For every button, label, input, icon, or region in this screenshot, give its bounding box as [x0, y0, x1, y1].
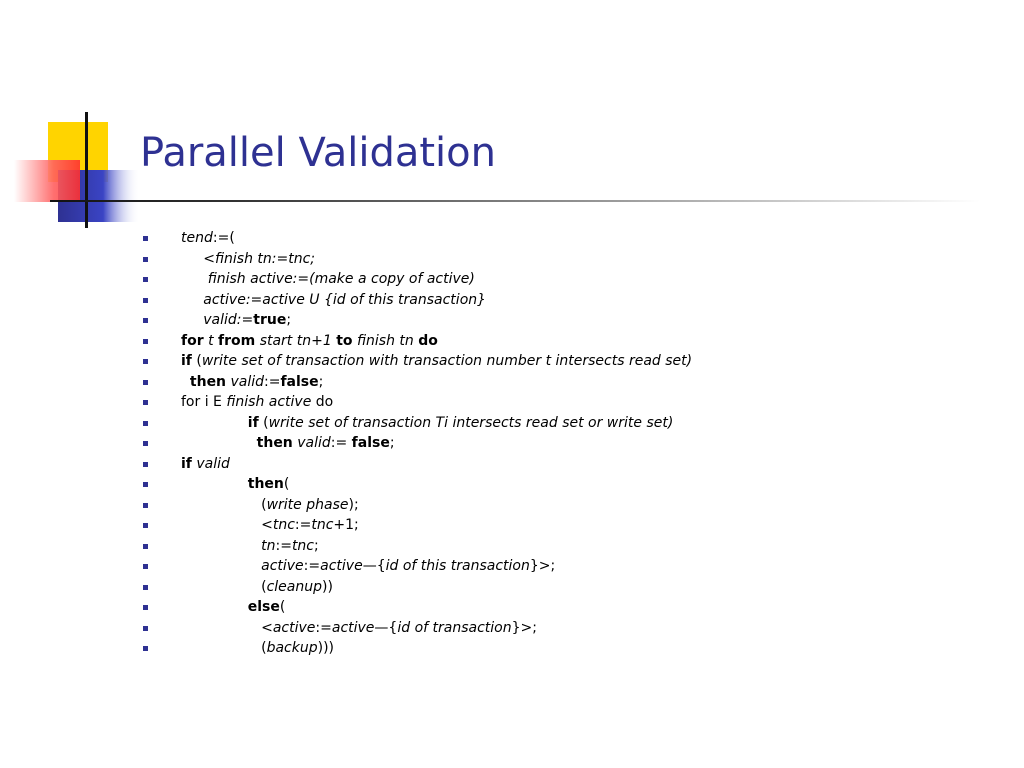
- text-segment: then: [189, 373, 227, 390]
- code-text: [181, 228, 235, 249]
- code-text: [181, 556, 555, 577]
- code-text: [181, 638, 334, 659]
- text-segment: [181, 271, 208, 287]
- bullet-icon: [143, 380, 148, 385]
- code-text: [181, 392, 333, 413]
- list-item: [140, 577, 1000, 598]
- list-item: [140, 249, 1000, 270]
- text-segment: <: [181, 250, 215, 267]
- bullet-icon: [143, 236, 148, 241]
- text-segment: —{: [374, 619, 398, 636]
- list-item: [140, 228, 1000, 249]
- text-segment: if: [181, 353, 192, 369]
- text-segment: )): [322, 578, 333, 595]
- text-segment: [181, 415, 248, 431]
- bullet-icon: [143, 462, 148, 467]
- code-text: [181, 372, 323, 393]
- list-item: [140, 597, 1000, 618]
- bullet-icon: [143, 257, 148, 262]
- text-segment: ;: [389, 435, 395, 451]
- text-segment: tend: [181, 230, 213, 246]
- code-text: [181, 474, 289, 495]
- list-item: [140, 454, 1000, 475]
- text-segment: :=: [275, 537, 292, 554]
- text-segment: id of transaction: [397, 619, 512, 636]
- red-square: [14, 160, 80, 202]
- text-segment: valid:=: [203, 312, 254, 328]
- text-segment: from: [218, 332, 256, 349]
- text-segment: backup: [266, 640, 318, 656]
- text-segment: +1;: [333, 517, 359, 533]
- text-segment: [181, 599, 248, 615]
- text-segment: do: [311, 394, 334, 410]
- text-segment: [181, 374, 190, 390]
- text-segment: valid: [297, 435, 331, 451]
- text-segment: [181, 292, 203, 308]
- list-item: [140, 556, 1000, 577]
- text-segment: ))): [317, 640, 334, 656]
- bullet-icon: [143, 318, 148, 323]
- code-text: [181, 331, 438, 352]
- text-segment: <: [181, 517, 273, 533]
- code-text: [181, 577, 333, 598]
- text-segment: [181, 558, 261, 574]
- text-segment: :=: [264, 373, 281, 390]
- text-segment: false: [280, 373, 319, 390]
- list-item: [140, 413, 1000, 434]
- text-segment: tnc: [272, 517, 295, 533]
- text-segment: if: [247, 414, 259, 431]
- text-segment: for i E: [181, 394, 227, 410]
- code-text: [181, 413, 673, 434]
- bullet-icon: [143, 277, 148, 282]
- bullet-icon: [143, 626, 148, 631]
- text-segment: active: [261, 558, 304, 574]
- slide-body: [140, 228, 1000, 659]
- code-text: [181, 536, 319, 557]
- text-segment: tn: [261, 537, 276, 554]
- bullet-icon: [143, 359, 148, 364]
- bullet-icon: [143, 646, 148, 651]
- list-item: [140, 474, 1000, 495]
- text-segment: cleanup: [266, 578, 322, 595]
- text-segment: write phase: [266, 496, 349, 513]
- code-text: [181, 454, 230, 475]
- text-segment: active: [331, 619, 375, 636]
- bullet-icon: [143, 339, 148, 344]
- bullet-icon: [143, 441, 148, 446]
- text-segment: (: [181, 640, 267, 656]
- bullet-icon: [143, 605, 148, 610]
- list-item: [140, 618, 1000, 639]
- text-segment: }>;: [511, 619, 537, 636]
- text-segment: then: [247, 476, 284, 492]
- text-segment: for: [181, 332, 204, 349]
- text-segment: [181, 312, 203, 328]
- text-segment: (: [279, 599, 286, 615]
- list-item: [140, 372, 1000, 393]
- text-segment: finish active: [226, 394, 312, 410]
- list-item: [140, 392, 1000, 413]
- text-segment: :=: [315, 619, 332, 636]
- text-segment: :=(: [212, 230, 235, 246]
- list-item: [140, 536, 1000, 557]
- text-segment: finish tn:=tnc;: [214, 250, 315, 267]
- text-segment: <: [181, 619, 273, 636]
- text-segment: id of this transaction: [385, 558, 530, 574]
- text-segment: :=: [303, 558, 321, 574]
- text-segment: ;: [286, 312, 292, 328]
- list-item: [140, 495, 1000, 516]
- text-segment: false: [351, 435, 390, 451]
- text-segment: valid: [196, 455, 230, 472]
- bullet-icon: [143, 544, 148, 549]
- text-segment: write set of transaction with transaction number t intersects read set): [201, 353, 693, 369]
- code-text: [181, 618, 537, 639]
- bullet-icon: [143, 585, 148, 590]
- list-item: [140, 310, 1000, 331]
- code-text: [181, 515, 359, 536]
- vertical-line: [85, 112, 88, 228]
- text-segment: —{: [362, 558, 386, 574]
- bullet-icon: [143, 564, 148, 569]
- text-segment: finish active:=(make a copy of active): [207, 271, 475, 287]
- bullet-icon: [143, 503, 148, 508]
- text-segment: (: [181, 496, 267, 513]
- title-divider: [50, 200, 980, 202]
- text-segment: finish tn: [356, 332, 414, 349]
- text-segment: valid: [230, 373, 265, 390]
- list-item: [140, 433, 1000, 454]
- code-text: [181, 597, 285, 618]
- bullet-icon: [143, 482, 148, 487]
- text-segment: }>;: [529, 558, 556, 574]
- text-segment: (: [283, 476, 290, 492]
- text-segment: (: [181, 578, 267, 595]
- text-segment: do: [418, 332, 438, 349]
- bullet-icon: [143, 421, 148, 426]
- text-segment: [181, 538, 261, 554]
- text-segment: );: [348, 496, 359, 513]
- code-text: [181, 433, 395, 454]
- text-segment: active: [272, 619, 316, 636]
- text-segment: active:=active U {id of this transaction}: [203, 291, 487, 308]
- code-text: [181, 310, 291, 331]
- text-segment: t: [208, 332, 214, 349]
- text-segment: [181, 476, 248, 492]
- code-text: [181, 351, 692, 372]
- text-segment: then: [256, 435, 293, 451]
- list-item: [140, 515, 1000, 536]
- code-text: [181, 290, 486, 311]
- slide-title: Parallel Validation: [140, 130, 496, 176]
- list-item: [140, 290, 1000, 311]
- text-segment: else: [247, 599, 280, 615]
- text-segment: [181, 435, 257, 451]
- text-segment: active: [320, 558, 363, 574]
- text-segment: start tn+1: [259, 332, 332, 349]
- text-segment: if: [181, 455, 192, 472]
- text-segment: (: [191, 353, 202, 369]
- text-segment: to: [336, 332, 353, 349]
- list-item: [140, 351, 1000, 372]
- code-text: [181, 495, 359, 516]
- text-segment: write set of transaction Ti intersects read set or write set): [268, 414, 674, 431]
- list-item: [140, 638, 1000, 659]
- decorative-squares-graphic: [0, 0, 300, 240]
- text-segment: :=: [330, 435, 352, 451]
- bullet-icon: [143, 400, 148, 405]
- list-item: [140, 331, 1000, 352]
- text-segment: ;: [318, 373, 324, 390]
- text-segment: :=: [294, 517, 312, 533]
- text-segment: ;: [314, 537, 319, 554]
- list-item: [140, 269, 1000, 290]
- text-segment: tnc: [311, 517, 334, 533]
- code-text: [181, 269, 475, 290]
- bullet-icon: [143, 523, 148, 528]
- bullet-icon: [143, 298, 148, 303]
- code-text: [181, 249, 315, 270]
- text-segment: true: [253, 312, 287, 328]
- text-segment: (: [258, 414, 269, 431]
- text-segment: tnc: [291, 537, 314, 554]
